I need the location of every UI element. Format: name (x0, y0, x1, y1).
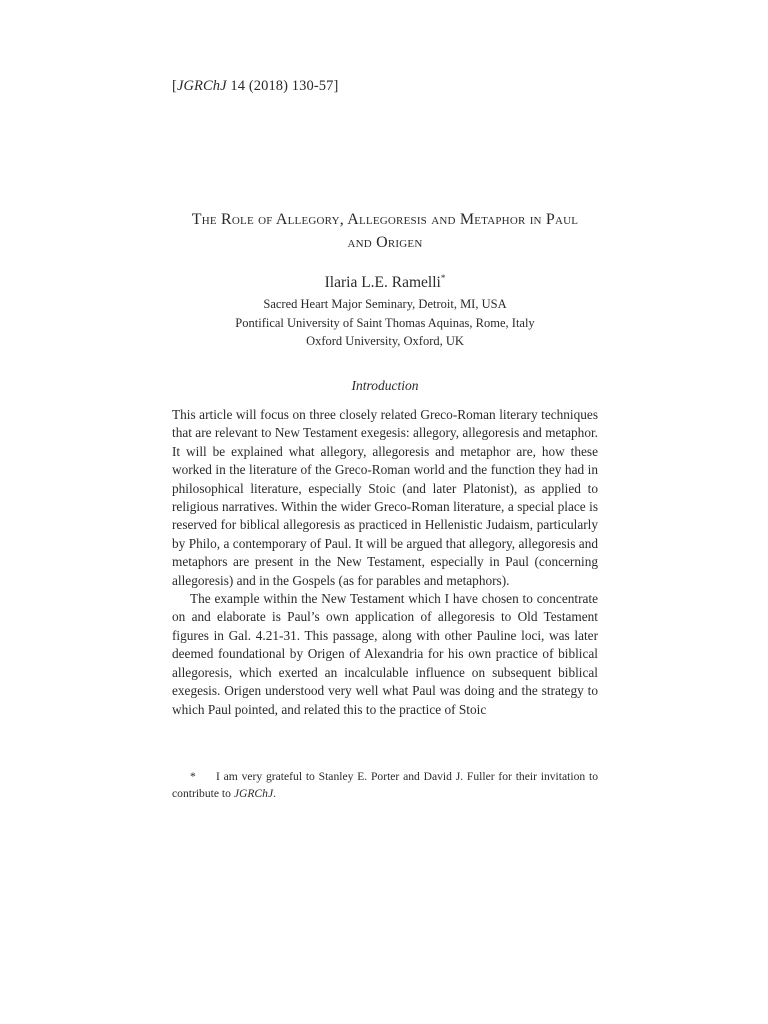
journal-citation (172, 78, 338, 95)
citation-volume-pages: 14 (2018) 130-57] (226, 78, 339, 94)
footnote (172, 768, 598, 802)
author (150, 274, 620, 292)
article-body (172, 406, 598, 719)
section-heading: Introduction (351, 378, 419, 393)
footnote-journal: JGRChJ (233, 787, 274, 800)
article-title (150, 208, 620, 254)
body-paragraph: This article will focus on three closely related Greco-Roman literary techniques that are relevant to New Testament exegesis: allegory, allegoresis and metaphor. It will be explained what allegory, allegoresis and metaphor are, how these worked in the literature of the Greco-Roman world and the function they had in philosophical literature, especially Stoic (and later Platonist), as applied to religious narratives. Within the wider Greco-Roman literature, a special place is reserved for biblical allegoresis as practiced in Hellenistic Judaism, particularly by Philo, a contemporary of Paul. It will be argued that allegory, allegoresis and metaphors are present in the New Testament, especially in Paul (concerning allegoresis) and in the Gospels (as for parables and metaphors). (172, 407, 598, 588)
article-title-line-1: The Role of Allegory, Allegoresis and Metaphor in Paul (191, 211, 579, 228)
author-name: Ilaria L.E. Ramelli (324, 274, 441, 291)
affiliation: Pontifical University of Saint Thomas Aquinas, Rome, Italy (235, 315, 535, 330)
footnote-marker: * (190, 770, 196, 783)
footnote-text: I am very grateful to Stanley E. Porter and David J. Fuller for their invitation to contribute to (172, 770, 598, 800)
author-footnote-mark: * (440, 272, 446, 283)
citation-open-bracket: [ (172, 78, 177, 94)
citation-journal: JGRChJ (176, 78, 227, 94)
footnote-end: . (273, 787, 277, 800)
affiliations (150, 295, 620, 351)
affiliation: Oxford University, Oxford, UK (306, 334, 464, 348)
affiliation: Sacred Heart Major Seminary, Detroit, MI, USA (263, 297, 507, 311)
article-title-line-2: and Origen (347, 234, 423, 251)
body-paragraph: The example within the New Testament which I have chosen to concentrate on and elaborate is Paul’s own application of allegoresis to Old Testament figures in Gal. 4.21-31. This passage, along with other Pauline loci, was later deemed foundational by Origen of Alexandria for his own practice of biblical allegoresis, which exerted an incalculable influence on subsequent biblical exegesis. Origen understood very well what Paul was doing and the strategy to which Paul pointed, and related this to the practice of Stoic (172, 591, 598, 717)
